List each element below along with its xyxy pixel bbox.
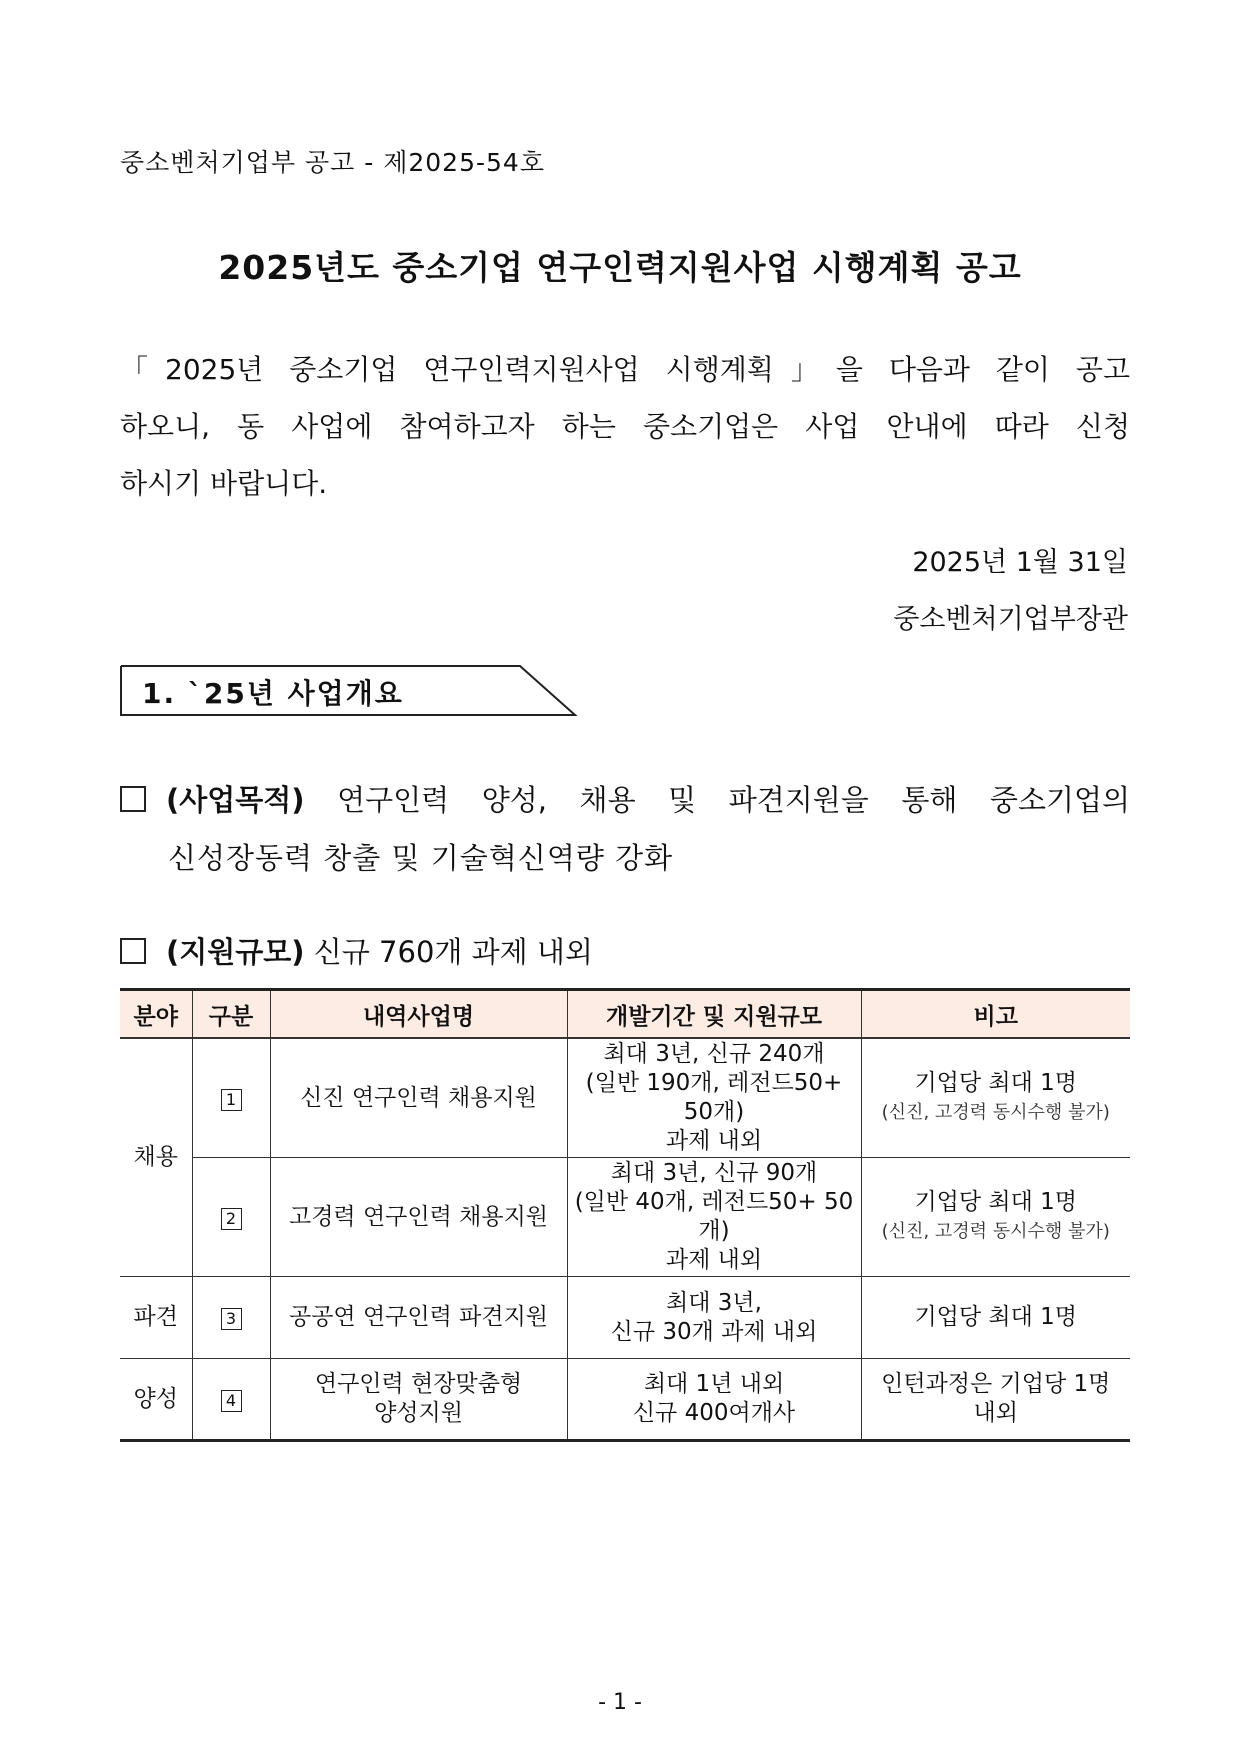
purpose-text-continued: 신성장동력 창출 및 기술혁신역량 강화 <box>168 841 674 875</box>
program-name-line: 연구인력 현장맞춤형 <box>314 1371 523 1397</box>
scale-item <box>120 930 593 971</box>
program-name-cell: 고경력 연구인력 채용지원 <box>270 1158 567 1277</box>
intro-line: 하시기 바랍니다. <box>120 467 328 500</box>
purpose-text: 연구인력 양성, 채용 및 파견지원을 통해 중소기업의 <box>304 783 1130 817</box>
announcement-date: 2025년 1월 31일 <box>912 547 1128 578</box>
remark-line: 내외 <box>973 1400 1018 1426</box>
remark-cell <box>861 1038 1130 1158</box>
purpose-label: (사업목적) <box>166 783 305 817</box>
field-cell: 채용 <box>120 1038 192 1277</box>
section-heading: 1. `25년 사업개요 <box>142 677 404 710</box>
notice-number: 중소벤처기업부 공고 - 제2025-54호 <box>120 148 545 177</box>
program-name-cell <box>270 1359 567 1441</box>
number-cell <box>192 1158 270 1277</box>
remark-cell <box>861 1158 1130 1277</box>
table-row <box>120 1158 1130 1277</box>
page-number: - 1 - <box>598 1690 642 1715</box>
boxed-number: 3 <box>221 1308 242 1330</box>
scale-line: 최대 3년, 신규 240개 <box>603 1041 825 1067</box>
column-header: 개발기간 및 지원규모 <box>567 990 861 1039</box>
field-cell: 파견 <box>120 1277 192 1359</box>
remark-cell: 기업당 최대 1명 <box>861 1277 1130 1359</box>
scale-line: 신규 30개 과제 내외 <box>610 1318 818 1345</box>
purpose-item <box>120 778 1130 819</box>
program-name-line: 양성지원 <box>374 1400 463 1426</box>
table-header-row <box>120 990 1130 1039</box>
scale-label: (지원규모) <box>166 935 305 969</box>
table-row <box>120 1359 1130 1441</box>
scale-cell <box>567 1038 861 1158</box>
field-cell: 양성 <box>120 1359 192 1441</box>
intro-line: 하오니, 동 사업에 참여하고자 하는 중소기업은 사업 안내에 따라 신청 <box>120 410 1130 443</box>
intro-line: 「2025년 중소기업 연구인력지원사업 시행계획」을 다음과 같이 공고 <box>120 353 1130 386</box>
number-cell <box>192 1359 270 1441</box>
scale-line: 최대 1년 내외 <box>643 1371 785 1397</box>
number-cell <box>192 1277 270 1359</box>
table-row <box>120 1277 1130 1359</box>
scale-line: 최대 3년, 신규 90개 <box>610 1160 818 1186</box>
number-cell <box>192 1038 270 1158</box>
scale-text: 신규 760개 과제 내외 <box>304 935 593 969</box>
remark-cell <box>861 1359 1130 1441</box>
scale-line: 신규 400여개사 <box>632 1400 796 1426</box>
column-header: 내역사업명 <box>270 990 567 1039</box>
boxed-number: 4 <box>221 1390 242 1412</box>
column-header: 구분 <box>192 990 270 1039</box>
remark-note: (신진, 고경력 동시수행 불가) <box>881 1102 1110 1123</box>
scale-cell <box>567 1277 861 1359</box>
table-row <box>120 1038 1130 1158</box>
scale-cell <box>567 1158 861 1277</box>
scale-line: (일반 40개, 레전드50+ 50개) <box>574 1189 854 1244</box>
scale-line: (일반 190개, 레전드50+ 50개) <box>585 1070 843 1125</box>
document-title: 2025년도 중소기업 연구인력지원사업 시행계획 공고 <box>218 248 1022 287</box>
remark-note: (신진, 고경력 동시수행 불가) <box>881 1221 1110 1242</box>
program-name-cell: 공공연 연구인력 파견지원 <box>270 1277 567 1359</box>
remark-line: 기업당 최대 1명 <box>914 1070 1078 1096</box>
scale-line: 과제 내외 <box>665 1128 763 1154</box>
column-header: 분야 <box>120 990 192 1039</box>
boxed-number: 1 <box>221 1089 242 1111</box>
remark-line: 기업당 최대 1명 <box>914 1189 1078 1215</box>
scale-cell <box>567 1359 861 1441</box>
boxed-number: 2 <box>221 1208 242 1230</box>
intro-paragraph <box>120 348 1130 519</box>
program-table <box>120 988 1130 1442</box>
checkbox-icon <box>120 786 146 812</box>
remark-line: 인턴과정은 기업당 1명 <box>881 1371 1111 1397</box>
program-name-cell: 신진 연구인력 채용지원 <box>270 1038 567 1158</box>
column-header: 비고 <box>861 990 1130 1039</box>
issuer-name: 중소벤처기업부장관 <box>893 604 1128 635</box>
checkbox-icon <box>120 938 146 964</box>
scale-line: 과제 내외 <box>665 1247 763 1273</box>
scale-line: 최대 3년, <box>666 1289 762 1316</box>
